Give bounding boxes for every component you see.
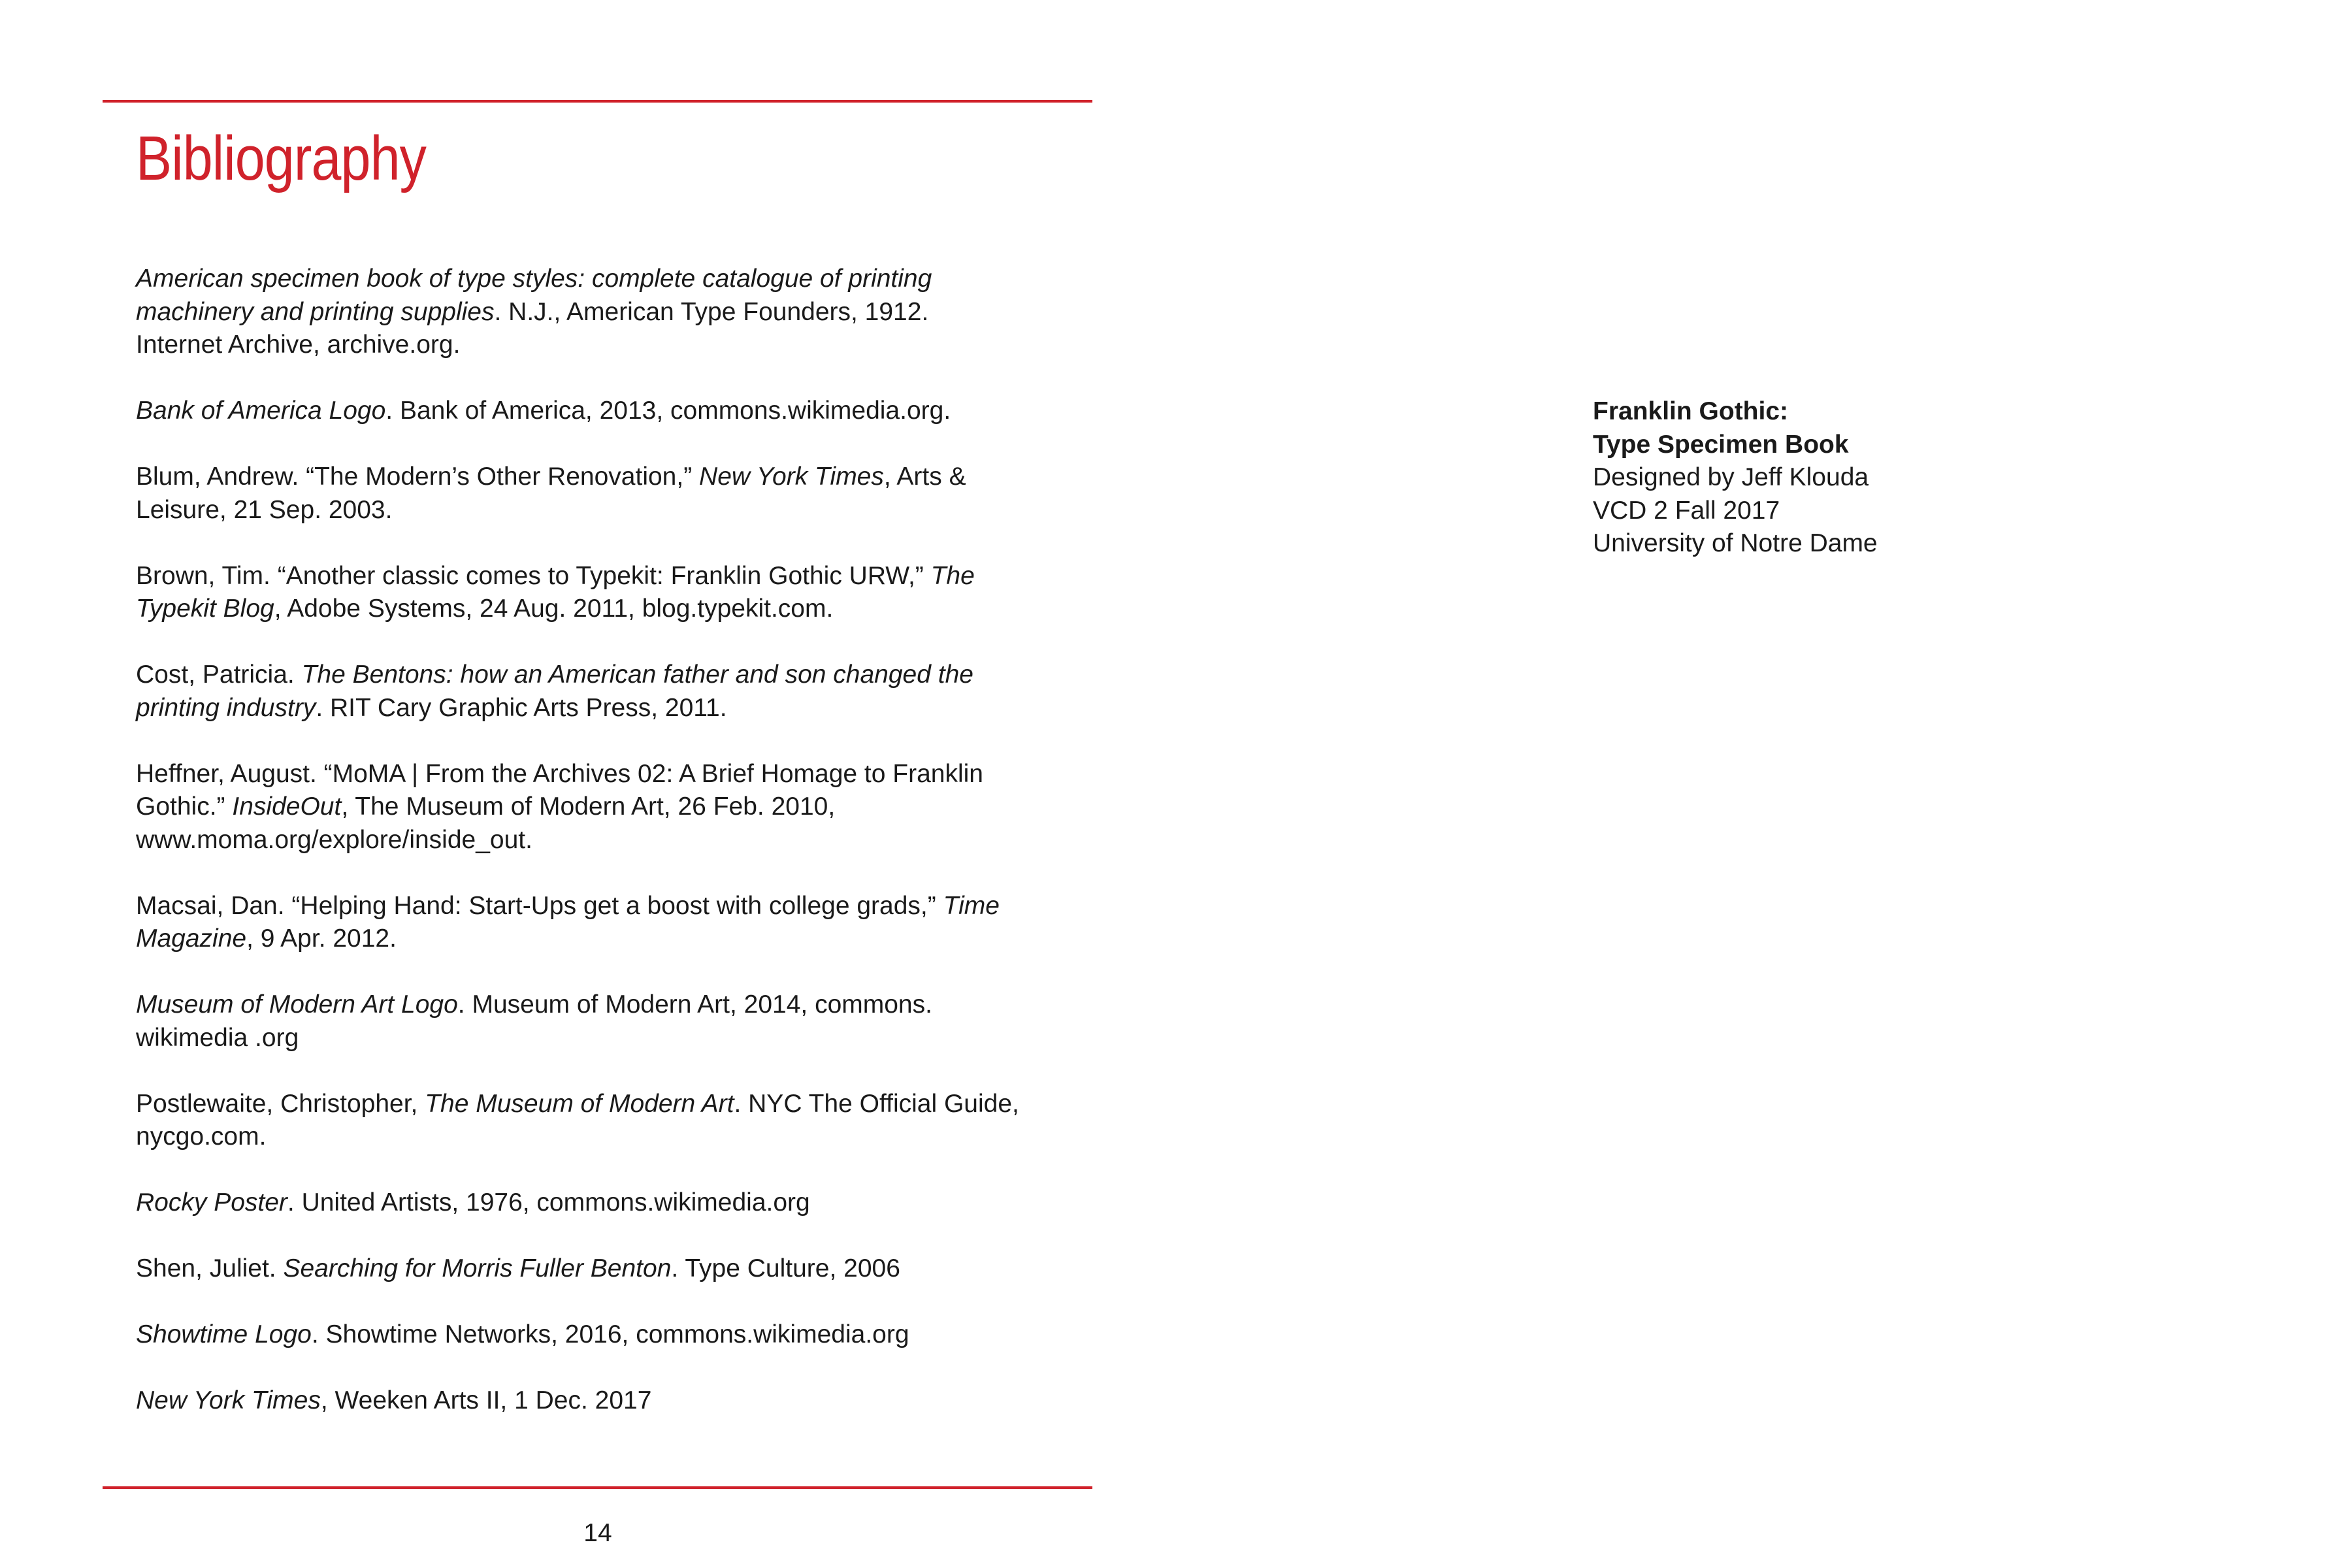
bibliography-list: [136, 263, 1077, 1418]
entry-line: [136, 659, 1077, 692]
entry-text-segment: , Weeken Arts II, 1 Dec. 2017: [320, 1386, 652, 1414]
entry-text-segment: . Museum of Modern Art, 2014, commons.: [457, 990, 932, 1019]
colophon-title-line1: Franklin Gothic:: [1593, 397, 1789, 425]
entry-text-segment: , The Museum of Modern Art, 26 Feb. 2010,: [341, 792, 836, 821]
entry-italic-segment: Rocky Poster: [136, 1188, 287, 1217]
entry-line: [136, 329, 1077, 362]
entry-text-segment: . N.J., American Type Founders, 1912.: [494, 297, 929, 326]
bottom-red-rule: [103, 1486, 1092, 1489]
bibliography-entry: [136, 1252, 1077, 1286]
entry-line: [136, 395, 1077, 428]
entry-text-segment: Heffner, August. “MoMA | From the Archives 02: A Brief Homage to Franklin: [136, 759, 983, 788]
page-number: 14: [583, 1519, 612, 1547]
entry-line: [136, 824, 1077, 857]
entry-italic-segment: New York Times: [136, 1386, 321, 1414]
entry-line: [136, 461, 1077, 494]
colophon-course: VCD 2 Fall 2017: [1593, 496, 1780, 525]
entry-italic-segment: machinery and printing supplies: [136, 297, 495, 326]
entry-text-segment: . RIT Cary Graphic Arts Press, 2011.: [316, 693, 727, 722]
entry-italic-segment: New York Times: [699, 463, 884, 491]
entry-line: [136, 791, 1077, 824]
bibliography-entry: [136, 758, 1077, 857]
entry-italic-segment: Time: [943, 891, 1000, 920]
bibliography-entry: [136, 395, 1077, 428]
entry-line: [136, 923, 1077, 956]
entry-text-segment: nycgo.com.: [136, 1122, 267, 1151]
entry-text-segment: . NYC The Official Guide,: [734, 1089, 1019, 1118]
bibliography-entry: [136, 890, 1077, 956]
entry-italic-segment: Searching for Morris Fuller Benton: [283, 1254, 672, 1282]
entry-text-segment: Macsai, Dan. “Helping Hand: Start-Ups get a boost with college grads,”: [136, 891, 943, 920]
entry-line: [136, 1120, 1077, 1154]
entry-line: [136, 1318, 1077, 1352]
entry-text-segment: . United Artists, 1976, commons.wikimedia.org: [287, 1188, 810, 1217]
entry-line: [136, 1022, 1077, 1055]
colophon-title-line2: Type Specimen Book: [1593, 430, 1849, 459]
entry-text-segment: . Bank of America, 2013, commons.wikimedia.org.: [385, 397, 951, 425]
entry-text-segment: . Type Culture, 2006: [671, 1254, 900, 1282]
entry-text-segment: Blum, Andrew. “The Modern’s Other Renovation,”: [136, 463, 700, 491]
bibliography-entry: [136, 1088, 1077, 1154]
entry-italic-segment: The: [930, 561, 975, 590]
top-red-rule: [103, 100, 1092, 103]
bibliography-entry: [136, 988, 1077, 1054]
entry-italic-segment: Bank of America Logo: [136, 397, 386, 425]
entry-italic-segment: The Museum of Modern Art: [425, 1089, 734, 1118]
entry-line: [136, 1088, 1077, 1121]
entry-italic-segment: American specimen book of type styles: complete catalogue of printing: [136, 265, 932, 293]
entry-line: [136, 1252, 1077, 1286]
colophon-designer: Designed by Jeff Klouda: [1593, 463, 1869, 491]
entry-text-segment: , Arts &: [883, 463, 966, 491]
entry-text-segment: Postlewaite, Christopher,: [136, 1089, 425, 1118]
entry-text-segment: Leisure, 21 Sep. 2003.: [136, 495, 393, 524]
entry-text-segment: Cost, Patricia.: [136, 661, 302, 689]
bibliography-entry: [136, 1318, 1077, 1352]
entry-text-segment: , 9 Apr. 2012.: [246, 924, 397, 953]
entry-line: [136, 593, 1077, 626]
page-title: Bibliography: [136, 123, 427, 193]
entry-line: [136, 988, 1077, 1022]
colophon: [1593, 395, 1878, 561]
entry-text-segment: www.moma.org/explore/inside_out.: [136, 825, 532, 854]
bibliography-entry: [136, 263, 1077, 362]
entry-line: [136, 692, 1077, 725]
bibliography-entry: [136, 659, 1077, 725]
entry-text-segment: wikimedia .org: [136, 1023, 299, 1052]
entry-italic-segment: Museum of Modern Art Logo: [136, 990, 458, 1019]
entry-line: [136, 560, 1077, 593]
entry-text-segment: Internet Archive, archive.org.: [136, 331, 461, 359]
entry-text-segment: “Another classic comes to Typekit: Franklin Gothic URW,”: [277, 561, 931, 590]
entry-italic-segment: printing industry: [136, 693, 316, 722]
entry-italic-segment: Typekit Blog: [136, 595, 274, 623]
entry-line: [136, 494, 1077, 527]
entry-italic-segment: Magazine: [136, 924, 247, 953]
entry-text-segment: Shen, Juliet.: [136, 1254, 284, 1282]
entry-text-segment: Gothic.”: [136, 792, 233, 821]
entry-text-segment: , Adobe Systems, 24 Aug. 2011, blog.typekit.com.: [274, 595, 834, 623]
bibliography-entry: [136, 560, 1077, 626]
entry-italic-segment: The Bentons: how an American father and son changed the: [301, 661, 973, 689]
entry-text-segment: Brown, Tim.: [136, 561, 278, 590]
entry-italic-segment: Showtime Logo: [136, 1320, 312, 1348]
entry-text-segment: . Showtime Networks, 2016, commons.wikimedia.org: [311, 1320, 909, 1348]
entry-line: [136, 296, 1077, 329]
entry-line: [136, 1186, 1077, 1220]
entry-line: [136, 1384, 1077, 1418]
bibliography-entry: [136, 1186, 1077, 1220]
entry-line: [136, 758, 1077, 791]
entry-line: [136, 890, 1077, 923]
bibliography-entry: [136, 461, 1077, 527]
entry-line: [136, 263, 1077, 296]
colophon-school: University of Notre Dame: [1593, 529, 1878, 557]
entry-italic-segment: InsideOut: [232, 792, 342, 821]
bibliography-entry: [136, 1384, 1077, 1418]
